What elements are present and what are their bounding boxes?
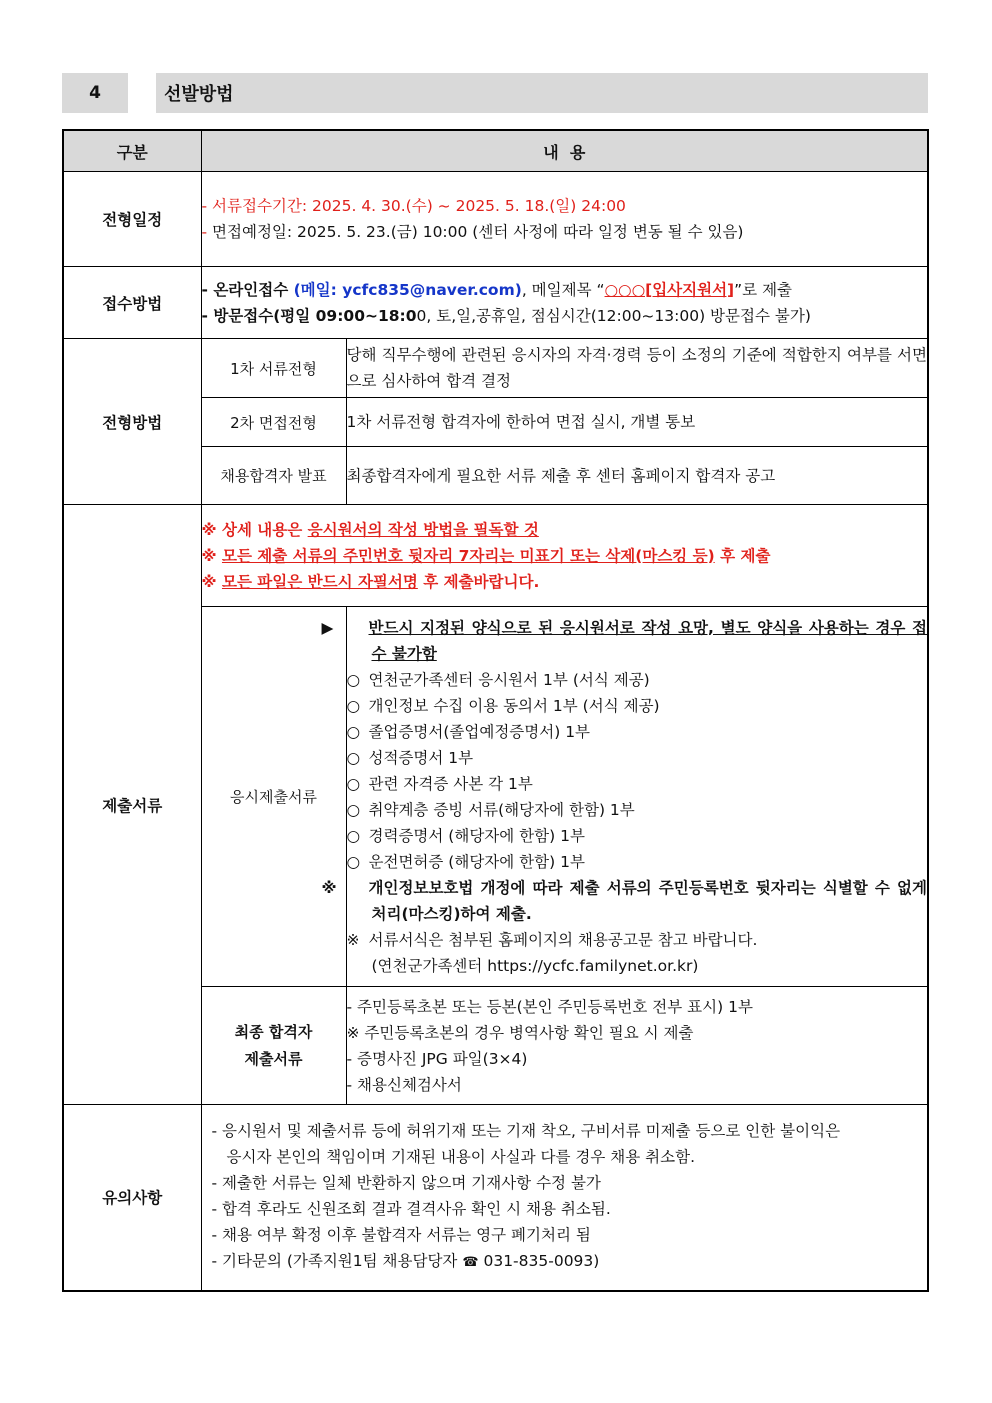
method-desc: 당해 직무수행에 관련된 응시자의 자격·경력 등이 소정의 기준에 적합한지 여부를 서면으로 심사하여 합격 결정 (346, 339, 928, 398)
privacy-note: ※ 개인정보보호법 개정에 따라 제출 서류의 주민등록번호 뒷자리는 식별할 수 없게 처리(마스킹)하여 제출. (347, 875, 928, 927)
homepage-url[interactable]: (연천군가족센터 https://ycfc.familynet.or.kr) (371, 956, 699, 975)
contact-info: - 기타문의 (가족지원1팀 채용담당자 ☎ 031-835-0093) (211, 1252, 600, 1271)
final-documents-label: 최종 합격자 제출서류 (201, 987, 346, 1105)
schedule-label: 전형일정 (63, 172, 201, 267)
circle-bullet-icon: ○ (346, 800, 361, 819)
caution-item: - 응시원서 및 제출서류 등에 허위기재 또는 기재 착오, 구비서류 미제출 등으로 인한 불이익은 (211, 1122, 841, 1141)
document-item: ○ 개인정보 수집 이용 동의서 1부 (서식 제공) (347, 693, 928, 719)
method-row (63, 339, 928, 398)
document-item: ○ 취약계층 증빙 서류(해당자에 한함) 1부 (347, 797, 928, 823)
reference-mark-icon: ※ (346, 930, 360, 949)
header-category: 구분 (63, 130, 201, 172)
method-label: 전형방법 (63, 339, 201, 505)
interview-date: - 면접예정일: 2025. 5. 23.(금) 10:00 (센터 사정에 따라 일정 변동 될 수 있음) (201, 223, 744, 241)
email-subject: ○○○[입사지원서] (604, 280, 735, 299)
phone-icon: ☎ (462, 1255, 479, 1271)
circle-bullet-icon: ○ (346, 774, 361, 793)
section-number: 4 (62, 73, 128, 113)
document-item: ○ 경력증명서 (해당자에 한함) 1부 (347, 823, 928, 849)
cautions-row (63, 1105, 928, 1291)
method-stage: 채용합격자 발표 (201, 447, 346, 505)
method-desc: 최종합격자에게 필요한 서류 제출 후 센터 홈페이지 합격자 공고 (346, 447, 928, 505)
apply-documents-label: 응시제출서류 (201, 607, 346, 987)
notice-line: ※ 모든 제출 서류의 주민번호 뒷자리 7자리는 미표기 또는 삭제(마스킹 등) 후 제출 (201, 546, 771, 565)
caution-item: - 채용 여부 확정 이후 불합격자 서류는 영구 폐기처리 됨 (211, 1226, 591, 1245)
final-document-item: ※ 주민등록초본의 경우 병역사항 확인 필요 시 제출 (346, 1023, 694, 1042)
section-title: 선발방법 (156, 73, 928, 113)
caution-item: - 제출한 서류는 일체 반환하지 않으며 기재사항 수정 불가 (211, 1174, 601, 1193)
arrow-icon: ▶ (321, 618, 334, 637)
method-stage: 1차 서류전형 (201, 339, 346, 398)
caution-item: - 합격 후라도 신원조회 결과 결격사유 확인 시 채용 취소됨. (211, 1200, 611, 1219)
reference-mark-icon: ※ (321, 878, 337, 897)
selection-method-table (62, 129, 929, 1292)
final-document-item: - 채용신체검사서 (346, 1075, 462, 1094)
header-content: 내 용 (201, 130, 928, 172)
caution-item-cont: 응시자 본인의 책임이며 기재된 내용이 사실과 다를 경우 채용 취소함. (226, 1148, 696, 1167)
document-item: ○ 운전면허증 (해당자에 한함) 1부 (347, 849, 928, 875)
form-note: ※ 서류서식은 첨부된 홈페이지의 채용공고문 참고 바랍니다. (347, 927, 928, 953)
circle-bullet-icon: ○ (346, 826, 361, 845)
receipt-label: 접수방법 (63, 267, 201, 339)
method-stage: 2차 면접전형 (201, 398, 346, 447)
circle-bullet-icon: ○ (346, 696, 361, 715)
circle-bullet-icon: ○ (346, 670, 361, 689)
method-desc: 1차 서류전형 합격자에 한하여 면접 실시, 개별 통보 (346, 398, 928, 447)
final-document-item: - 증명사진 JPG 파일(3×4) (346, 1049, 528, 1068)
circle-bullet-icon: ○ (346, 748, 361, 767)
receipt-row (63, 267, 928, 339)
document-item: ○ 졸업증명서(졸업예정증명서) 1부 (347, 719, 928, 745)
notice-line: ※ 모든 파일은 반드시 자필서명 후 제출바랍니다. (201, 572, 540, 591)
documents-notice-row (63, 505, 928, 607)
schedule-row (63, 172, 928, 267)
email-link[interactable]: (메일: ycfc835@naver.com) (293, 280, 522, 299)
visit-receipt: - 방문접수(평일 09:00~18:00, 토,일,공휴일, 점심시간(12:00~13:00) 방문접수 불가) (201, 306, 811, 325)
notice-line: ※ 상세 내용은 응시원서의 작성 방법을 필독할 것 (201, 520, 539, 539)
table-header-row (63, 130, 928, 172)
documents-label: 제출서류 (63, 505, 201, 1105)
format-required-notice: ▶ 반드시 지정된 양식으로 된 응시원서로 작성 요망, 별도 양식을 사용하는 경우 접수 불가함 (347, 615, 928, 667)
document-item: ○ 성적증명서 1부 (347, 745, 928, 771)
circle-bullet-icon: ○ (346, 852, 361, 871)
document-item: ○ 연천군가족센터 응시원서 1부 (서식 제공) (347, 667, 928, 693)
final-document-item: - 주민등록초본 또는 등본(본인 주민등록번호 전부 표시) 1부 (346, 997, 753, 1016)
document-item: ○ 관련 자격증 사본 각 1부 (347, 771, 928, 797)
online-receipt: - 온라인접수 (메일: ycfc835@naver.com), 메일제목 “○○○[입사지원서]”로 제출 (201, 280, 793, 299)
circle-bullet-icon: ○ (346, 722, 361, 741)
cautions-label: 유의사항 (63, 1105, 201, 1291)
application-period: - 서류접수기간: 2025. 4. 30.(수) ~ 2025. 5. 18.(일) 24:00 (201, 197, 626, 215)
